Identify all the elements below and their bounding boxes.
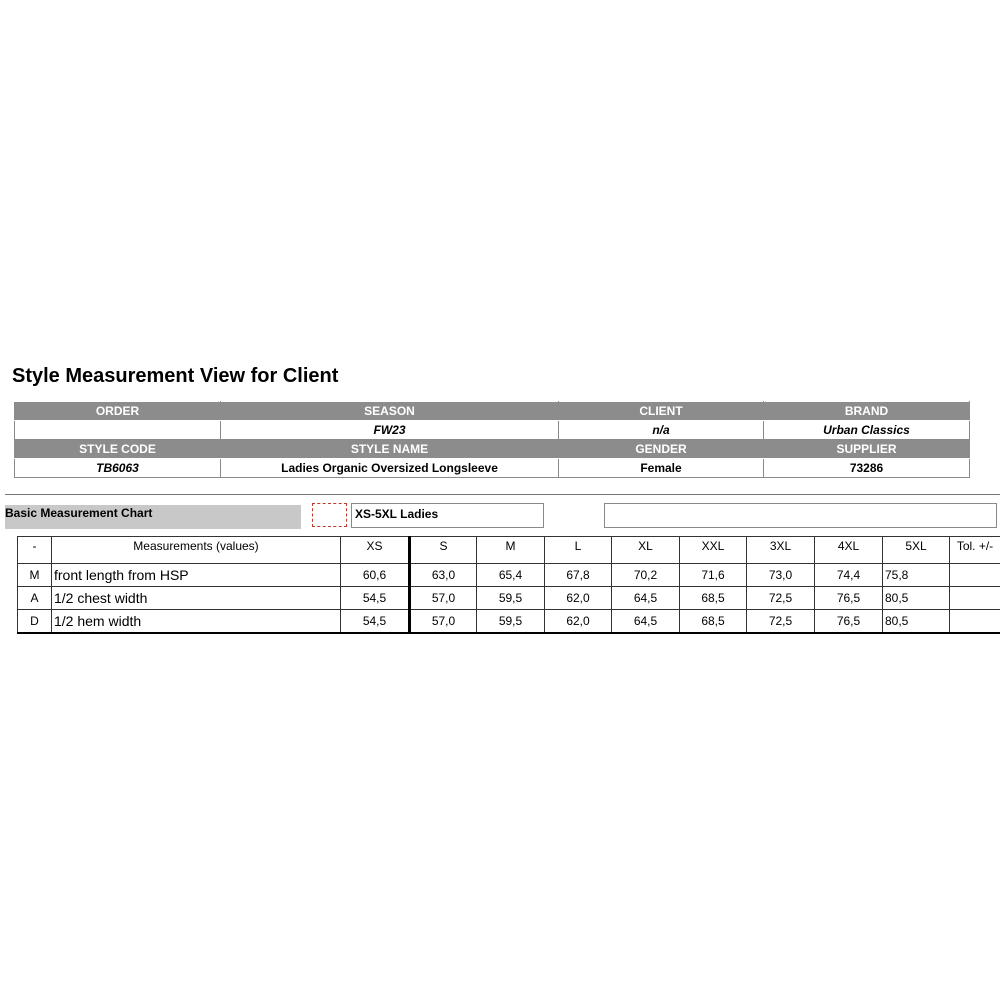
gender-header: GENDER	[559, 440, 764, 459]
table-row	[18, 587, 1000, 610]
info-value-row	[15, 421, 970, 440]
style-code-header: STYLE CODE	[15, 440, 221, 459]
size-header-3xl: 3XL	[747, 537, 815, 564]
size-range-field[interactable]: XS-5XL Ladies	[351, 503, 544, 528]
notes-field[interactable]	[604, 503, 997, 528]
cell-xl: 64,5	[612, 610, 680, 634]
basic-measurement-chart-label: Basic Measurement Chart	[5, 505, 301, 529]
client-value: n/a	[559, 421, 764, 440]
style-name-header: STYLE NAME	[221, 440, 559, 459]
size-header-m: M	[477, 537, 545, 564]
cell-l: 67,8	[545, 564, 612, 587]
cell-xs: 60,6	[341, 564, 410, 587]
cell-4xl: 74,4	[815, 564, 883, 587]
cell-l: 62,0	[545, 610, 612, 634]
supplier-value: 73286	[764, 459, 970, 478]
cell-xs: 54,5	[341, 587, 410, 610]
row-measurement-name: 1/2 chest width	[52, 587, 341, 610]
info-header-row	[15, 440, 970, 459]
size-header-xxl: XXL	[680, 537, 747, 564]
cell-tolerance	[950, 587, 1000, 610]
cell-3xl: 72,5	[747, 587, 815, 610]
client-header: CLIENT	[559, 402, 764, 421]
table-row	[18, 610, 1000, 634]
cell-xxl: 68,5	[680, 587, 747, 610]
cell-5xl: 75,8	[883, 564, 950, 587]
cell-s: 57,0	[410, 610, 477, 634]
section-divider	[5, 494, 1000, 495]
style-info-table	[14, 401, 970, 478]
code-header: -	[18, 537, 52, 564]
order-header: ORDER	[15, 402, 221, 421]
cell-tolerance	[950, 610, 1000, 634]
cell-xl: 70,2	[612, 564, 680, 587]
season-header: SEASON	[221, 402, 559, 421]
row-code: M	[18, 564, 52, 587]
cell-m: 59,5	[477, 610, 545, 634]
brand-value: Urban Classics	[764, 421, 970, 440]
size-header-4xl: 4XL	[815, 537, 883, 564]
row-measurement-name: front length from HSP	[52, 564, 341, 587]
size-header-l: L	[545, 537, 612, 564]
measurement-name-header: Measurements (values)	[52, 537, 341, 564]
size-header-xl: XL	[612, 537, 680, 564]
cell-3xl: 72,5	[747, 610, 815, 634]
cell-tolerance	[950, 564, 1000, 587]
cell-4xl: 76,5	[815, 610, 883, 634]
measurement-header-row	[18, 537, 1000, 564]
style-code-value: TB6063	[15, 459, 221, 478]
cell-xxl: 71,6	[680, 564, 747, 587]
cell-xl: 64,5	[612, 587, 680, 610]
cell-3xl: 73,0	[747, 564, 815, 587]
cell-4xl: 76,5	[815, 587, 883, 610]
row-code: D	[18, 610, 52, 634]
cell-l: 62,0	[545, 587, 612, 610]
cell-s: 57,0	[410, 587, 477, 610]
size-selector-box[interactable]	[312, 503, 347, 527]
info-header-row	[15, 402, 970, 421]
style-name-value: Ladies Organic Oversized Longsleeve	[221, 459, 559, 478]
cell-xs: 54,5	[341, 610, 410, 634]
row-measurement-name: 1/2 hem width	[52, 610, 341, 634]
size-header-xs: XS	[341, 537, 410, 564]
brand-header: BRAND	[764, 402, 970, 421]
tolerance-header: Tol. +/-	[950, 537, 1000, 564]
cell-5xl: 80,5	[883, 587, 950, 610]
page-title: Style Measurement View for Client	[12, 365, 339, 387]
measurement-table	[17, 536, 1000, 634]
cell-m: 65,4	[477, 564, 545, 587]
gender-value: Female	[559, 459, 764, 478]
cell-xxl: 68,5	[680, 610, 747, 634]
size-header-s: S	[410, 537, 477, 564]
order-value	[15, 421, 221, 440]
size-header-5xl: 5XL	[883, 537, 950, 564]
season-value: FW23	[221, 421, 559, 440]
supplier-header: SUPPLIER	[764, 440, 970, 459]
cell-m: 59,5	[477, 587, 545, 610]
cell-s: 63,0	[410, 564, 477, 587]
table-row	[18, 564, 1000, 587]
cell-5xl: 80,5	[883, 610, 950, 634]
info-value-row	[15, 459, 970, 478]
row-code: A	[18, 587, 52, 610]
